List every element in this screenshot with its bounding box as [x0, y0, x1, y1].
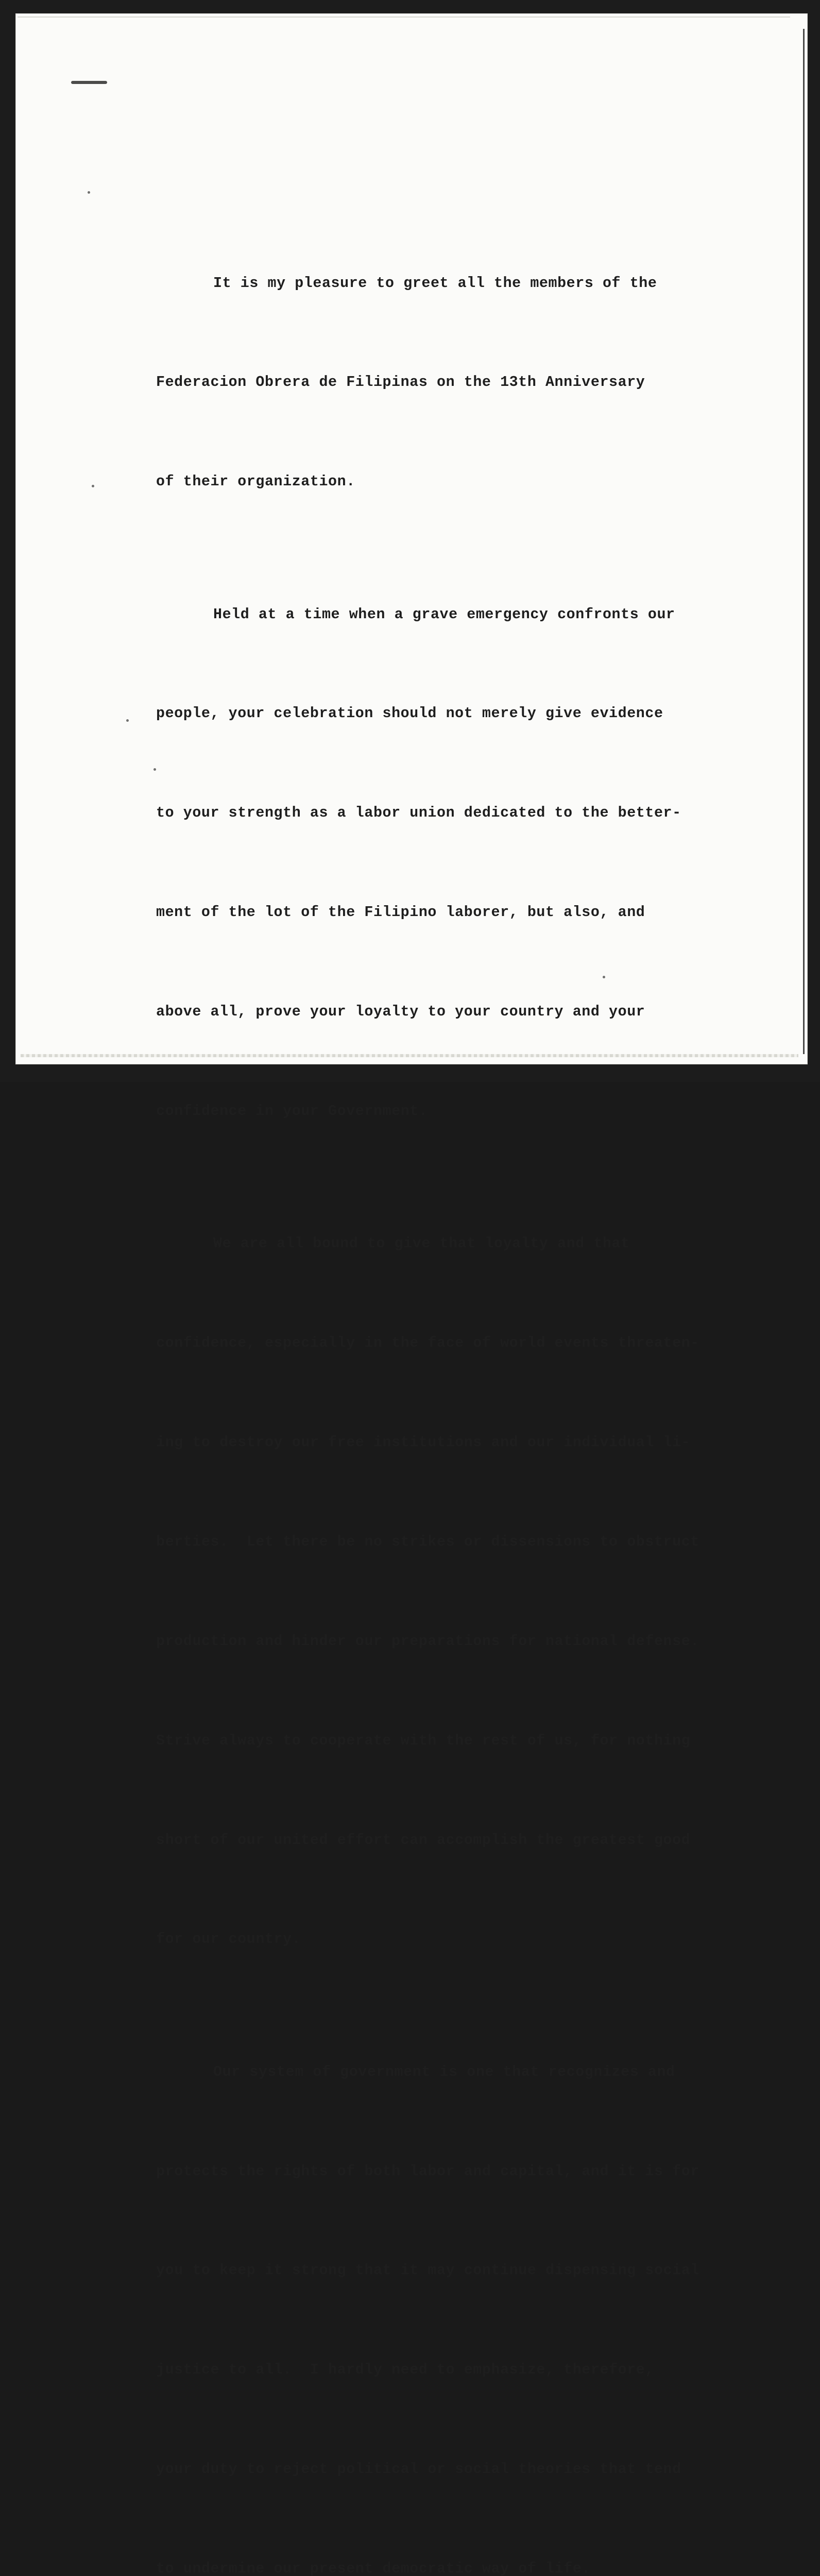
ink-speck: [126, 719, 129, 722]
paragraph-1-line-3: of their organization.: [156, 473, 355, 490]
paragraph-2-line-3: to your strength as a labor union dedicated to the better-: [156, 805, 681, 822]
paragraph-2-line-6: confidence in your Government.: [156, 1103, 428, 1120]
paragraph-4-line-3: you to keep it strong that it may continue dispensing social: [156, 2262, 699, 2279]
paragraph-2-line-4: ment of the lot of the Filipino laborer, but also, and: [156, 904, 645, 921]
paragraph-1-line-2: Federacion Obrera de Filipinas on the 13th Anniversary: [156, 374, 645, 391]
page-top-edge: [18, 16, 790, 18]
paragraph-3-line-1: We are all bound to give that loyalty and that: [213, 1235, 630, 1252]
margin-dash-mark: [71, 81, 107, 84]
paragraph-3-line-3: ing to destroy our free institutions and our individual li-: [156, 1434, 691, 1451]
paragraph-4-line-1: Our system of government is one that recognizes and: [213, 2063, 675, 2080]
ink-speck: [92, 485, 94, 487]
letter-body: [156, 200, 764, 2576]
paragraph-3-line-5: production and hinder our preparations for national defense.: [156, 1633, 699, 1650]
paragraph-3-line-6: Strive always to cooperate with the rest of us, for nothing: [156, 1732, 691, 1749]
paragraph-1-line-1: It is my pleasure to greet all the members of the: [213, 275, 657, 292]
paragraph-4-line-5: your duty to reject political or social theories that tend: [156, 2461, 681, 2478]
paragraph-3-line-4: berties. Let there be no strikes or dissensions to obstruct: [156, 1533, 699, 1550]
paragraph-2-line-2: people, your celebration should not merely give evidence: [156, 705, 663, 722]
page-right-edge: [803, 29, 805, 1054]
paragraph-3-line-7: short of our united effort can accomplish the greatest good: [156, 1832, 691, 1849]
ink-speck: [88, 191, 90, 194]
paragraph-3-line-2: confidence, especially in the face of world events threaten-: [156, 1335, 699, 1352]
typed-page: [15, 13, 808, 2576]
paragraph-3-line-8: for our country.: [156, 1931, 301, 1948]
paragraph-2-line-5: above all, prove your loyalty to your country and your: [156, 1004, 645, 1021]
paragraph-4-line-2: protects the rights of both labor and capital, and it is for: [156, 2163, 699, 2180]
paragraph-4-line-6: to undermine our present democratic way of life.: [156, 2561, 591, 2576]
paragraph-4-line-4: justice to all. I hardly need to emphasize, therefore,: [156, 2362, 654, 2379]
paragraph-2-line-1: Held at a time when a grave emergency confronts our: [213, 606, 675, 623]
